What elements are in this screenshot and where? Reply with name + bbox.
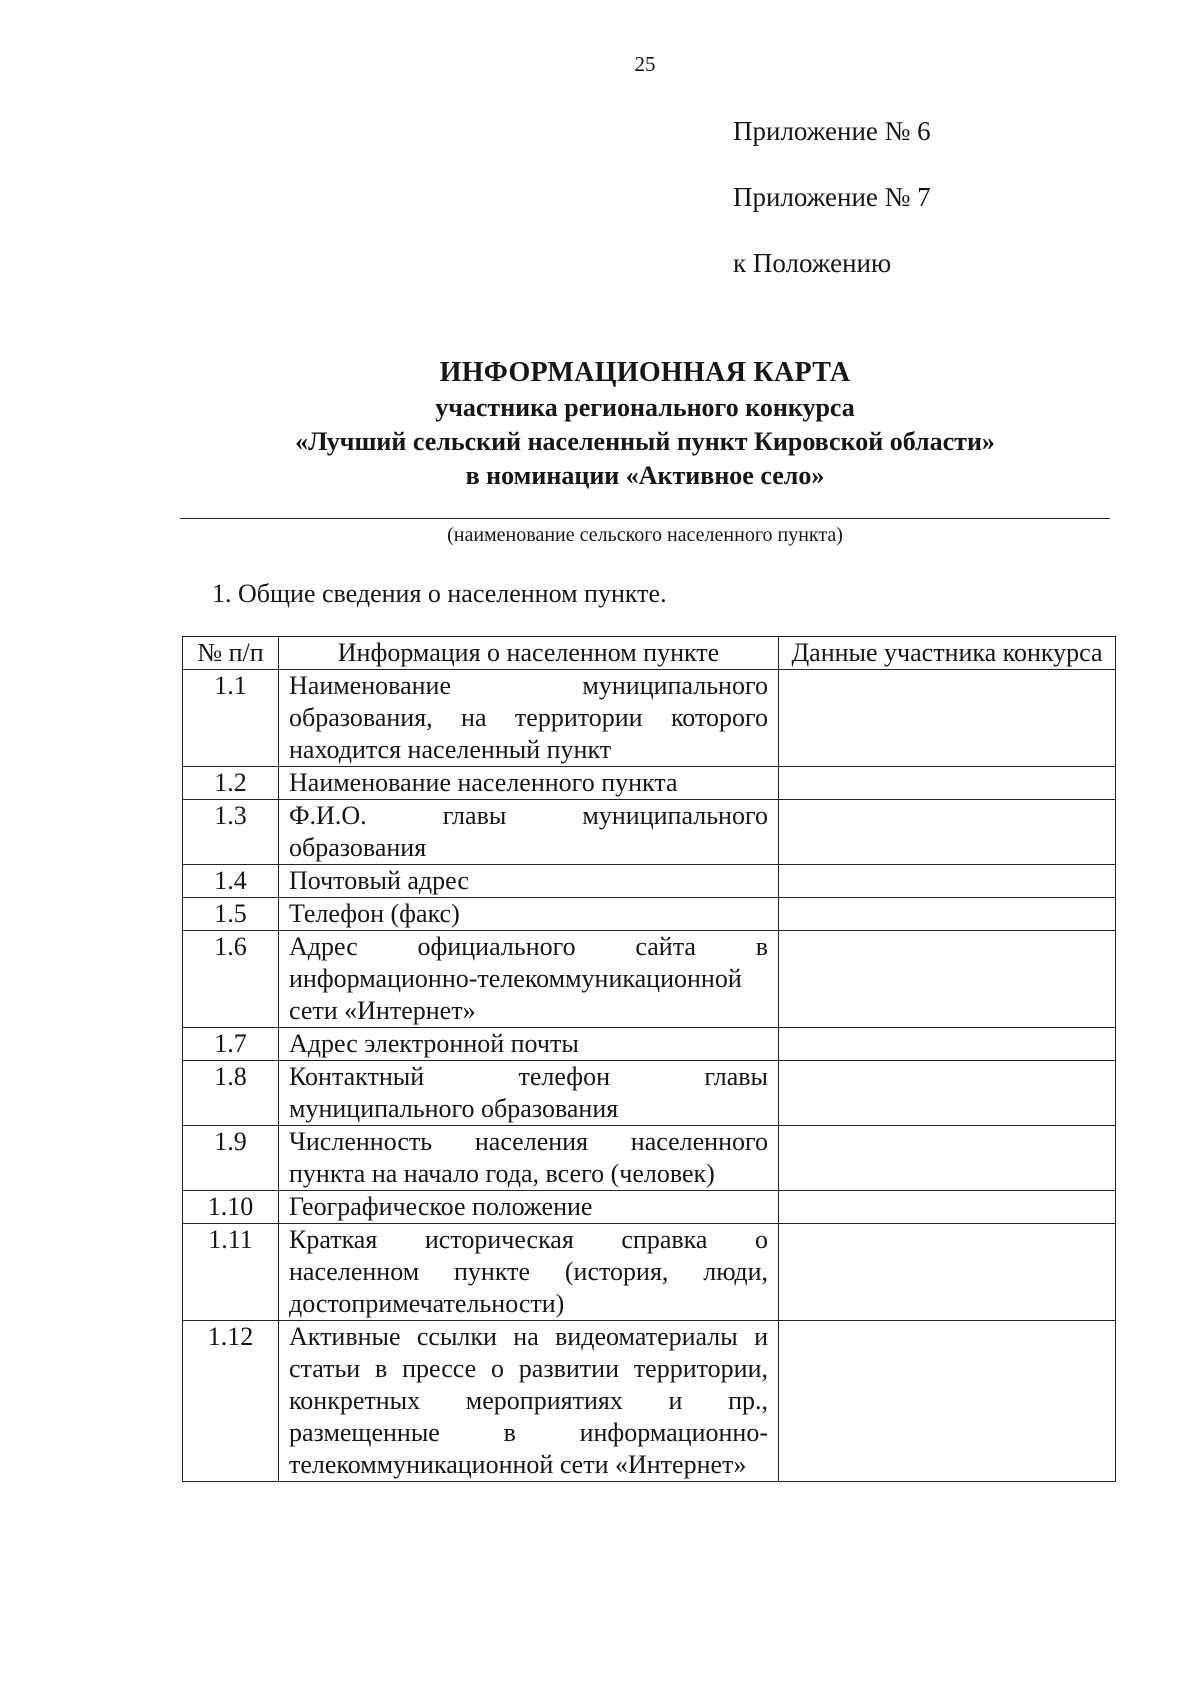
row-number: 1.6 (183, 931, 279, 1028)
row-participant-data[interactable] (779, 1061, 1116, 1126)
title-main: ИНФОРМАЦИОННАЯ КАРТА (439, 357, 851, 388)
table-body (183, 670, 1116, 1482)
row-info: Почтовый адрес (279, 865, 779, 898)
row-participant-data[interactable] (779, 1126, 1116, 1191)
row-number: 1.12 (183, 1321, 279, 1482)
row-info: Наименование муниципального образования, на территории которого находится населенный пункт (279, 670, 779, 767)
row-participant-data[interactable] (779, 767, 1116, 800)
row-number: 1.8 (183, 1061, 279, 1126)
row-info: Ф.И.О. главы муниципального образования (279, 800, 779, 865)
settlement-name-field-line[interactable] (180, 518, 1110, 519)
row-number: 1.2 (183, 767, 279, 800)
title-line-3: «Лучший сельский населенный пункт Кировской области» (295, 427, 995, 456)
page-number: 25 (634, 52, 656, 76)
row-info: Адрес официального сайта в информационно-телекоммуникационной сети «Интернет» (279, 931, 779, 1028)
row-info: Географическое положение (279, 1191, 779, 1224)
row-info: Краткая историческая справка о населенном пункте (история, люди, достопримечательности) (279, 1224, 779, 1321)
table-row (183, 1028, 1116, 1061)
row-info: Наименование населенного пункта (279, 767, 779, 800)
table-row (183, 670, 1116, 767)
title-line-2: участника регионального конкурса (435, 393, 855, 422)
row-info: Адрес электронной почты (279, 1028, 779, 1061)
row-participant-data[interactable] (779, 1028, 1116, 1061)
table-row (183, 1224, 1116, 1321)
table-row (183, 931, 1116, 1028)
row-number: 1.4 (183, 865, 279, 898)
table-row (183, 898, 1116, 931)
table-row (183, 1321, 1116, 1482)
row-info: Контактный телефон главы муниципального образования (279, 1061, 779, 1126)
table-row (183, 1126, 1116, 1191)
section-heading: 1. Общие сведения о населенном пункте. (212, 579, 667, 608)
table-row (183, 767, 1116, 800)
column-header-data: Данные участника конкурса (779, 637, 1116, 670)
column-header-info: Информация о населенном пункте (279, 637, 779, 670)
row-info: Активные ссылки на видеоматериалы и статьи в прессе о развитии территории, конкретных мероприятиях и пр., размещенные в информационно-телекоммуникационной сети «Интернет» (279, 1321, 779, 1482)
row-info: Телефон (факс) (279, 898, 779, 931)
row-number: 1.10 (183, 1191, 279, 1224)
info-table (182, 636, 1116, 1482)
row-participant-data[interactable] (779, 898, 1116, 931)
row-participant-data[interactable] (779, 1191, 1116, 1224)
title-line-4: в номинации «Активное село» (465, 461, 825, 490)
row-number: 1.9 (183, 1126, 279, 1191)
settlement-name-caption: (наименование сельского населенного пункта) (447, 524, 843, 546)
appendix-regulation-label: к Положению (733, 248, 892, 278)
document-title (0, 355, 1200, 493)
row-participant-data[interactable] (779, 865, 1116, 898)
table-row (183, 1191, 1116, 1224)
row-info: Численность населения населенного пункта на начало года, всего (человек) (279, 1126, 779, 1191)
row-participant-data[interactable] (779, 800, 1116, 865)
row-number: 1.1 (183, 670, 279, 767)
row-number: 1.3 (183, 800, 279, 865)
table-row (183, 800, 1116, 865)
row-number: 1.7 (183, 1028, 279, 1061)
table-row (183, 1061, 1116, 1126)
row-participant-data[interactable] (779, 1224, 1116, 1321)
table-row (183, 865, 1116, 898)
appendix-6-label: Приложение № 6 (733, 116, 931, 146)
row-number: 1.5 (183, 898, 279, 931)
row-number: 1.11 (183, 1224, 279, 1321)
row-participant-data[interactable] (779, 670, 1116, 767)
row-participant-data[interactable] (779, 1321, 1116, 1482)
row-participant-data[interactable] (779, 931, 1116, 1028)
appendix-7-label: Приложение № 7 (733, 182, 931, 212)
column-header-num: № п/п (183, 637, 279, 670)
table-header-row (183, 637, 1116, 670)
